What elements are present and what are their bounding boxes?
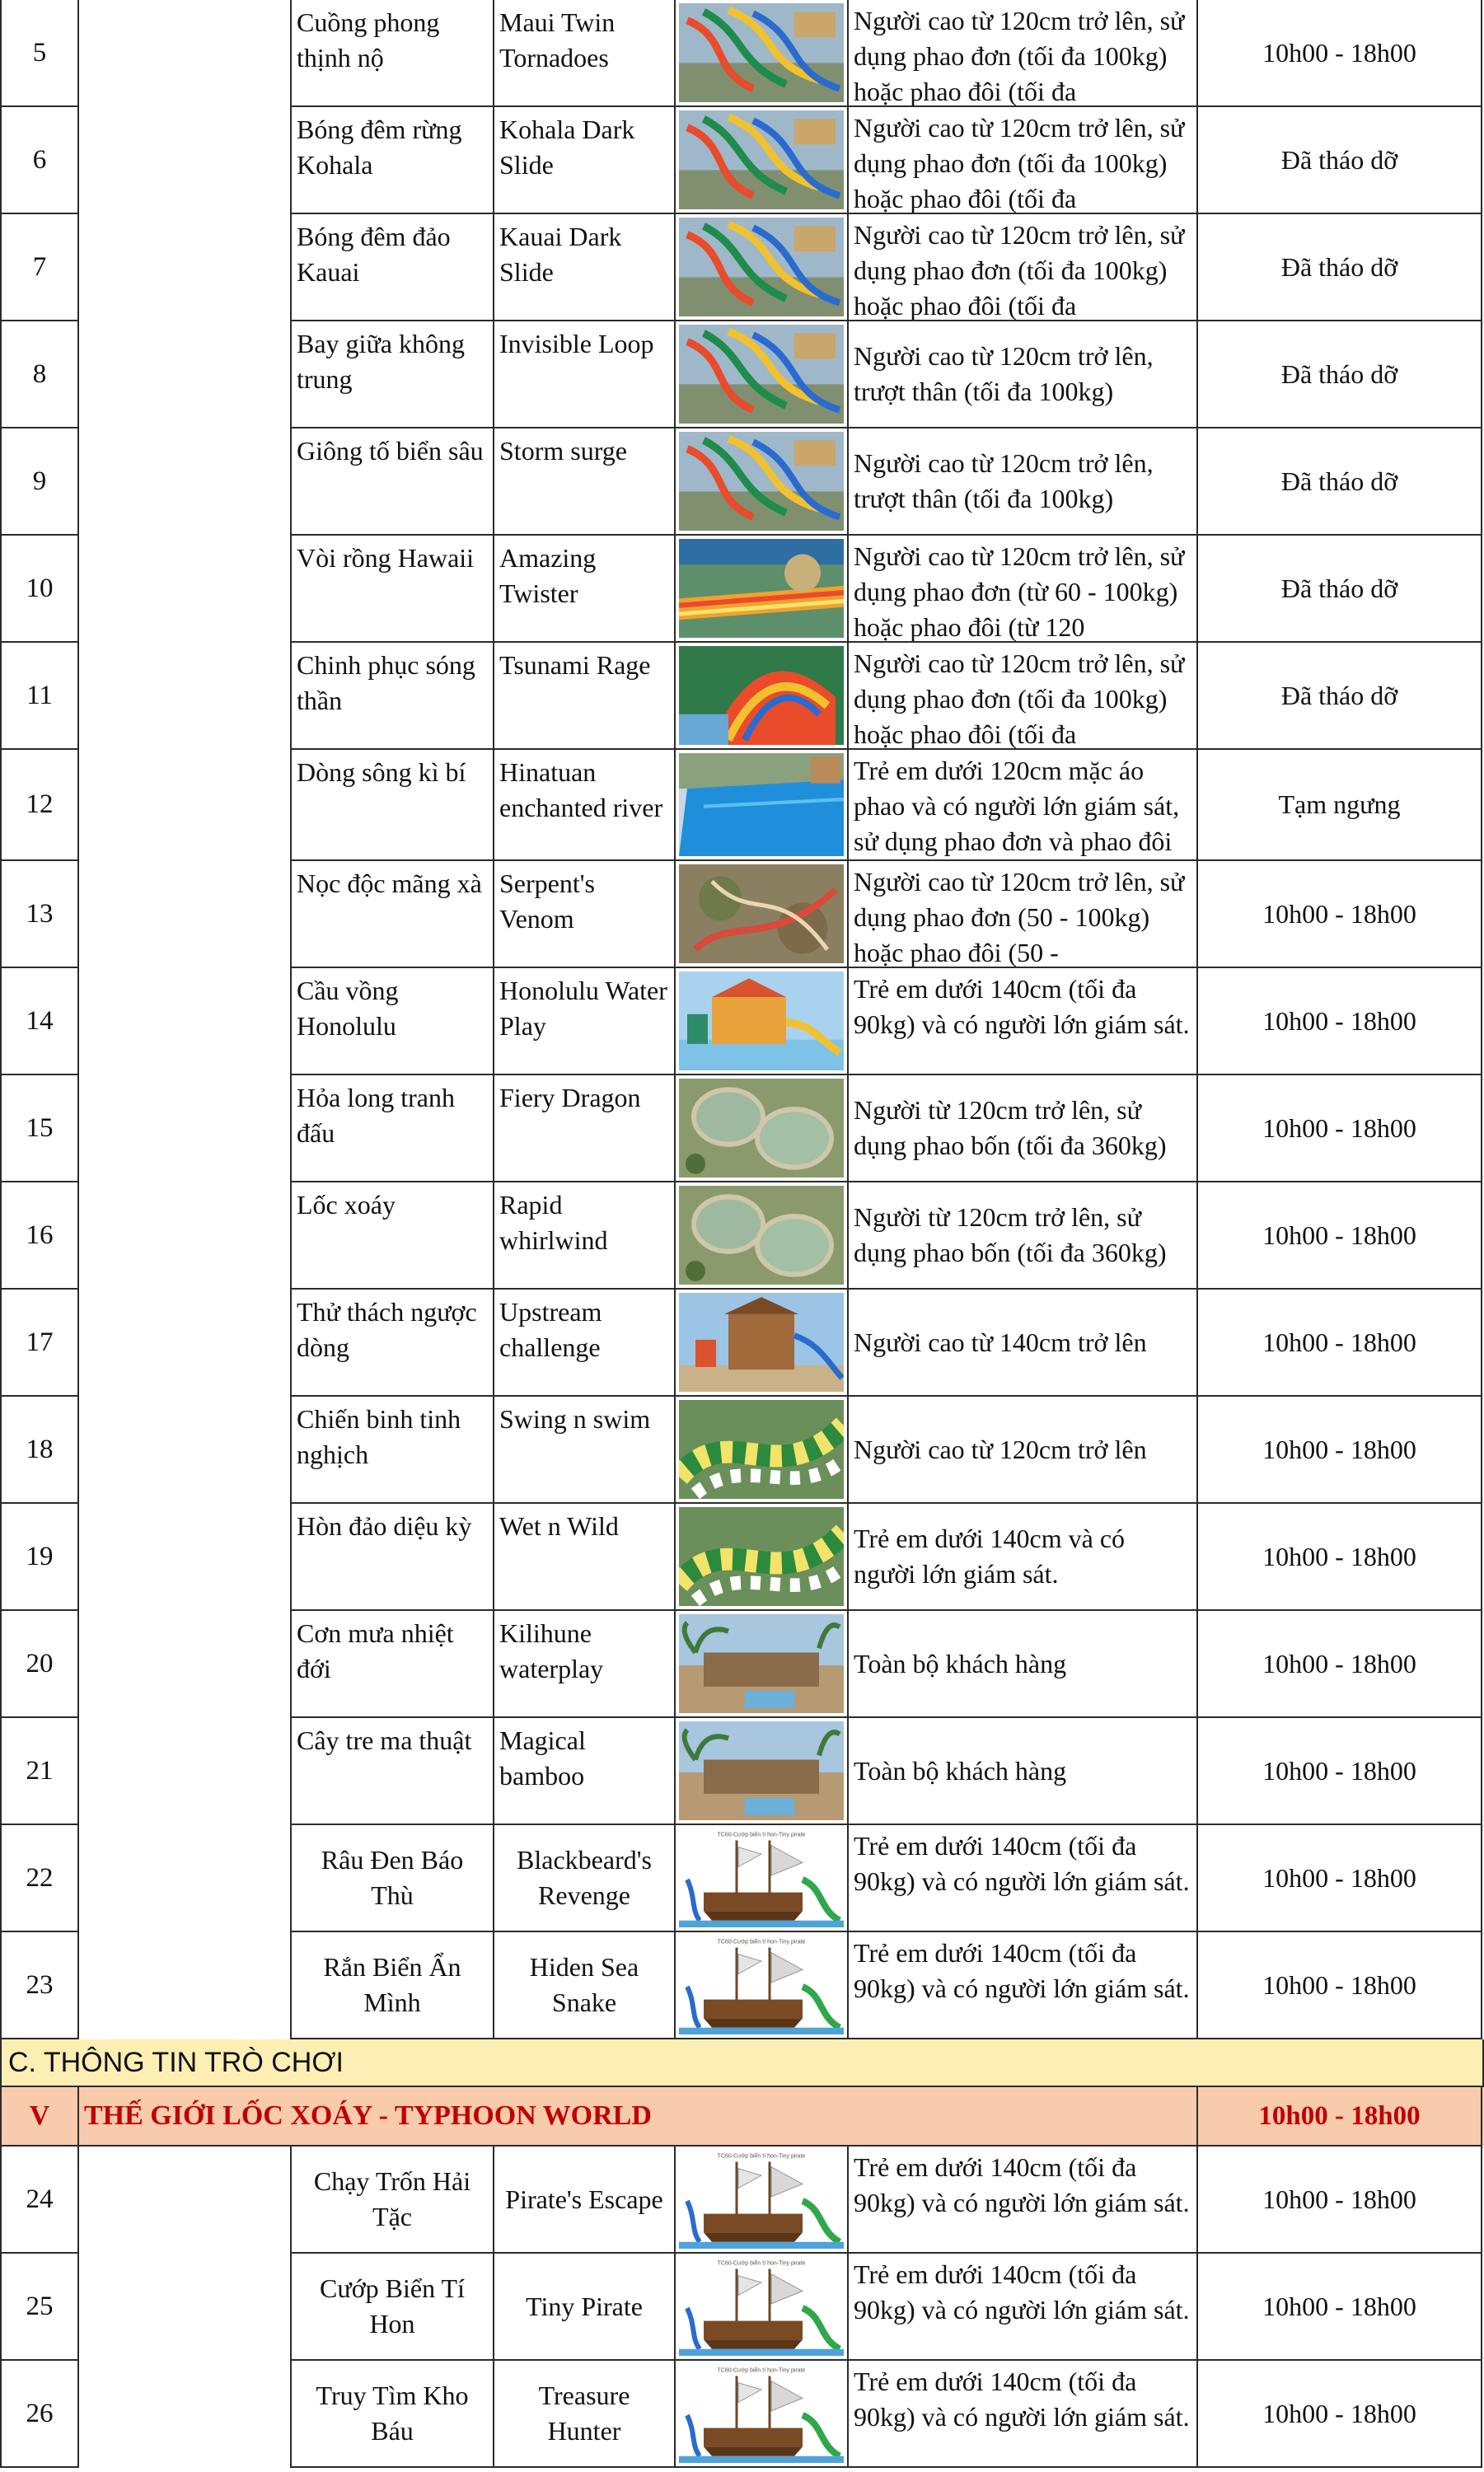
ride-photo-image	[679, 1721, 844, 1820]
ride-conditions: Trẻ em dưới 120cm mặc áo phao và có người lớn giám sát, sử dụng phao đơn và phao đôi	[847, 750, 1196, 861]
ride-conditions: Người cao từ 120cm trở lên, sử dụng phao đơn (tối đa 100kg) hoặc phao đôi (tối đa	[847, 643, 1196, 750]
ride-name-vietnamese: Rắn Biển Ẩn Mình	[290, 1932, 493, 2039]
spacer-cell	[77, 321, 290, 428]
ride-conditions: Trẻ em dưới 140cm (tối đa 90kg) và có người lớn giám sát.	[847, 1825, 1196, 1932]
row-number: 15	[0, 1075, 77, 1182]
ride-hours: 10h00 - 18h00	[1196, 2147, 1482, 2254]
spacer-cell	[77, 214, 290, 321]
section-v-title: THẾ GIỚI LỐC XOÁY - TYPHOON WORLD	[77, 2087, 1196, 2147]
ride-photo	[674, 1290, 847, 1397]
ride-name-vietnamese: Hỏa long tranh đấu	[290, 1075, 493, 1182]
ride-photo	[674, 968, 847, 1075]
ride-name-english: Fiery Dragon	[493, 1075, 674, 1182]
ride-name-vietnamese: Râu Đen Báo Thù	[290, 1825, 493, 1932]
ride-photo-image	[679, 2364, 844, 2463]
spacer-cell	[77, 643, 290, 750]
ride-hours: Đã tháo dỡ	[1196, 428, 1482, 536]
ride-hours: 10h00 - 18h00	[1196, 861, 1482, 968]
ride-conditions: Trẻ em dưới 140cm (tối đa 90kg) và có người lớn giám sát.	[847, 1932, 1196, 2039]
row-number: 7	[0, 214, 77, 321]
ride-hours: 10h00 - 18h00	[1196, 1182, 1482, 1290]
ride-photo	[674, 1932, 847, 2039]
ride-name-vietnamese: Thử thách ngược dòng	[290, 1290, 493, 1397]
spacer-cell	[77, 861, 290, 968]
row-number: 8	[0, 321, 77, 428]
ride-photo	[674, 1825, 847, 1932]
table-row	[0, 1611, 1484, 1718]
ride-photo-image	[679, 864, 844, 963]
spacer-cell	[77, 428, 290, 536]
ride-photo-image	[679, 1400, 844, 1499]
ride-hours: Đã tháo dỡ	[1196, 321, 1482, 428]
spacer-cell	[77, 1718, 290, 1825]
svg-text:TC60-Cướp biển tí hon-Tiny pir: TC60-Cướp biển tí hon-Tiny pirate	[717, 2367, 806, 2374]
table-row	[0, 321, 1484, 428]
ride-name-english: Rapid whirlwind	[493, 1182, 674, 1290]
ride-conditions: Người cao từ 120cm trở lên, sử dụng phao đơn (tối đa 100kg) hoặc phao đôi (tối đa	[847, 0, 1196, 107]
ride-name-english: Blackbeard's Revenge	[493, 1825, 674, 1932]
row-number: 17	[0, 1290, 77, 1397]
spacer-cell	[77, 1825, 290, 1932]
ride-name-vietnamese: Bóng đêm đảo Kauai	[290, 214, 493, 321]
ride-photo-image	[679, 1936, 844, 2034]
table-row	[0, 861, 1484, 968]
table-row	[0, 214, 1484, 321]
ride-name-english: Amazing Twister	[493, 536, 674, 643]
ride-hours: Đã tháo dỡ	[1196, 536, 1482, 643]
ride-conditions: Người cao từ 120cm trở lên, sử dụng phao đơn (từ 60 - 100kg) hoặc phao đôi (từ 120	[847, 536, 1196, 643]
ride-photo	[674, 1397, 847, 1504]
ride-hours: Đã tháo dỡ	[1196, 107, 1482, 214]
spacer-cell	[77, 107, 290, 214]
ride-name-english: Tiny Pirate	[493, 2254, 674, 2361]
ride-name-english: Kohala Dark Slide	[493, 107, 674, 214]
row-number: 22	[0, 1825, 77, 1932]
ride-conditions: Người cao từ 120cm trở lên, sử dụng phao đơn (tối đa 100kg) hoặc phao đôi (tối đa	[847, 107, 1196, 214]
row-number: 9	[0, 428, 77, 536]
ride-hours: 10h00 - 18h00	[1196, 2361, 1482, 2468]
spacer-cell	[77, 0, 290, 107]
ride-photo-image	[679, 432, 844, 531]
ride-name-vietnamese: Nọc độc mãng xà	[290, 861, 493, 968]
ride-photo	[674, 1718, 847, 1825]
row-number: 21	[0, 1718, 77, 1825]
row-number: 18	[0, 1397, 77, 1504]
table-row	[0, 750, 1484, 861]
ride-conditions: Trẻ em dưới 140cm và có người lớn giám sát.	[847, 1504, 1196, 1611]
ride-name-vietnamese: Lốc xoáy	[290, 1182, 493, 1290]
row-number: 10	[0, 536, 77, 643]
ride-hours: Đã tháo dỡ	[1196, 214, 1482, 321]
table-row	[0, 2361, 1484, 2468]
ride-photo	[674, 2147, 847, 2254]
row-number: 24	[0, 2147, 77, 2254]
ride-name-english: Hinatuan enchanted river	[493, 750, 674, 861]
ride-hours: 10h00 - 18h00	[1196, 1718, 1482, 1825]
ride-name-vietnamese: Hòn đảo diệu kỳ	[290, 1504, 493, 1611]
table-row	[0, 1397, 1484, 1504]
ride-photo-image	[679, 325, 844, 424]
ride-name-english: Pirate's Escape	[493, 2147, 674, 2254]
ride-photo-image	[679, 2150, 844, 2249]
spacer-cell	[77, 2147, 290, 2254]
spacer-cell	[77, 1182, 290, 1290]
ride-name-vietnamese: Cơn mưa nhiệt đới	[290, 1611, 493, 1718]
ride-hours: Tạm ngưng	[1196, 750, 1482, 861]
table-row	[0, 2147, 1484, 2254]
spacer-cell	[77, 750, 290, 861]
ride-name-english: Wet n Wild	[493, 1504, 674, 1611]
ride-hours: 10h00 - 18h00	[1196, 1611, 1482, 1718]
ride-photo	[674, 2254, 847, 2361]
section-c-header	[0, 2039, 1484, 2087]
table-row	[0, 1075, 1484, 1182]
ride-conditions: Toàn bộ khách hàng	[847, 1611, 1196, 1718]
spacer-cell	[77, 536, 290, 643]
ride-name-english: Serpent's Venom	[493, 861, 674, 968]
row-number: 6	[0, 107, 77, 214]
ride-name-english: Tsunami Rage	[493, 643, 674, 750]
ride-hours: 10h00 - 18h00	[1196, 1075, 1482, 1182]
ride-name-vietnamese: Truy Tìm Kho Báu	[290, 2361, 493, 2468]
ride-hours: Đã tháo dỡ	[1196, 643, 1482, 750]
ride-hours: 10h00 - 18h00	[1196, 2254, 1482, 2361]
ride-name-vietnamese: Vòi rồng Hawaii	[290, 536, 493, 643]
ride-conditions: Người cao từ 120cm trở lên, trượt thân (tối đa 100kg)	[847, 428, 1196, 536]
ride-photo-image	[679, 218, 844, 316]
table-row	[0, 1182, 1484, 1290]
svg-text:TC60-Cướp biển tí hon-Tiny pir: TC60-Cướp biển tí hon-Tiny pirate	[717, 1831, 806, 1838]
ride-photo	[674, 2361, 847, 2468]
ride-name-english: Magical bamboo	[493, 1718, 674, 1825]
ride-conditions: Toàn bộ khách hàng	[847, 1718, 1196, 1825]
spacer-cell	[77, 1504, 290, 1611]
spacer-cell	[77, 2254, 290, 2361]
table-row	[0, 643, 1484, 750]
row-number: 23	[0, 1932, 77, 2039]
ride-photo-image	[679, 1293, 844, 1392]
ride-hours: 10h00 - 18h00	[1196, 0, 1482, 107]
table-row	[0, 536, 1484, 643]
ride-name-vietnamese: Cầu vồng Honolulu	[290, 968, 493, 1075]
ride-photo	[674, 0, 847, 107]
ride-name-english: Kilihune waterplay	[493, 1611, 674, 1718]
table-row	[0, 107, 1484, 214]
ride-name-english: Upstream challenge	[493, 1290, 674, 1397]
ride-photo	[674, 861, 847, 968]
ride-photo-image	[679, 1614, 844, 1713]
section-v-hours: 10h00 - 18h00	[1196, 2087, 1482, 2147]
ride-photo	[674, 1075, 847, 1182]
ride-photo	[674, 107, 847, 214]
ride-photo-image	[679, 1079, 844, 1177]
section-v-header	[0, 2087, 1484, 2147]
ride-photo-image	[679, 3, 844, 102]
row-number: 25	[0, 2254, 77, 2361]
ride-photo	[674, 1182, 847, 1290]
spacer-cell	[77, 1290, 290, 1397]
row-number: 14	[0, 968, 77, 1075]
ride-photo-image	[679, 753, 844, 856]
ride-name-english: Hiden Sea Snake	[493, 1932, 674, 2039]
ride-conditions: Trẻ em dưới 140cm (tối đa 90kg) và có người lớn giám sát.	[847, 2147, 1196, 2254]
ride-name-vietnamese: Bay giữa không trung	[290, 321, 493, 428]
ride-photo	[674, 428, 847, 536]
row-number: 19	[0, 1504, 77, 1611]
table-row	[0, 1932, 1484, 2039]
ride-photo-image	[679, 646, 844, 745]
ride-photo-image	[679, 1828, 844, 1927]
row-number: 16	[0, 1182, 77, 1290]
ride-hours: 10h00 - 18h00	[1196, 1825, 1482, 1932]
ride-name-vietnamese: Cây tre ma thuật	[290, 1718, 493, 1825]
ride-name-vietnamese: Chiến binh tinh nghịch	[290, 1397, 493, 1504]
ride-hours: 10h00 - 18h00	[1196, 1290, 1482, 1397]
svg-text:TC60-Cướp biển tí hon-Tiny pir: TC60-Cướp biển tí hon-Tiny pirate	[717, 2259, 806, 2267]
spacer-cell	[77, 2361, 290, 2468]
ride-photo	[674, 643, 847, 750]
ride-conditions: Người cao từ 120cm trở lên, sử dụng phao đơn (tối đa 100kg) hoặc phao đôi (tối đa	[847, 214, 1196, 321]
table-row	[0, 968, 1484, 1075]
row-number: 12	[0, 750, 77, 861]
row-number: 20	[0, 1611, 77, 1718]
ride-conditions: Người cao từ 140cm trở lên	[847, 1290, 1196, 1397]
ride-name-english: Swing n swim	[493, 1397, 674, 1504]
ride-photo-image	[679, 539, 844, 638]
ride-photo-image	[679, 110, 844, 209]
section-v-number: V	[0, 2087, 77, 2147]
spacer-cell	[77, 1932, 290, 2039]
spacer-cell	[77, 1611, 290, 1718]
svg-text:TC60-Cướp biển tí hon-Tiny pir: TC60-Cướp biển tí hon-Tiny pirate	[717, 2152, 806, 2160]
ride-name-vietnamese: Chạy Trốn Hải Tặc	[290, 2147, 493, 2254]
ride-name-vietnamese: Cướp Biển Tí Hon	[290, 2254, 493, 2361]
ride-name-english: Invisible Loop	[493, 321, 674, 428]
ride-conditions: Người từ 120cm trở lên, sử dụng phao bốn (tối đa 360kg)	[847, 1182, 1196, 1290]
ride-name-vietnamese: Dòng sông kì bí	[290, 750, 493, 861]
ride-name-english: Maui Twin Tornadoes	[493, 0, 674, 107]
ride-conditions: Người cao từ 120cm trở lên, sử dụng phao đơn (50 - 100kg) hoặc phao đôi (50 -	[847, 861, 1196, 968]
ride-hours: 10h00 - 18h00	[1196, 1504, 1482, 1611]
spacer-cell	[77, 1075, 290, 1182]
ride-photo	[674, 536, 847, 643]
ride-name-vietnamese: Bóng đêm rừng Kohala	[290, 107, 493, 214]
ride-conditions: Trẻ em dưới 140cm (tối đa 90kg) và có người lớn giám sát.	[847, 2254, 1196, 2361]
table-row	[0, 428, 1484, 536]
row-number: 5	[0, 0, 77, 107]
ride-photo	[674, 321, 847, 428]
ride-photo-image	[679, 2257, 844, 2356]
ride-name-english: Kauai Dark Slide	[493, 214, 674, 321]
ride-photo	[674, 214, 847, 321]
ride-name-vietnamese: Giông tố biển sâu	[290, 428, 493, 536]
row-number: 13	[0, 861, 77, 968]
ride-conditions: Người cao từ 120cm trở lên	[847, 1397, 1196, 1504]
ride-name-english: Honolulu Water Play	[493, 968, 674, 1075]
ride-conditions: Người từ 120cm trở lên, sử dụng phao bốn (tối đa 360kg)	[847, 1075, 1196, 1182]
ride-photo	[674, 1504, 847, 1611]
spacer-cell	[77, 968, 290, 1075]
ride-photo	[674, 750, 847, 861]
table-row	[0, 0, 1484, 107]
ride-name-vietnamese: Chinh phục sóng thần	[290, 643, 493, 750]
table-row	[0, 1290, 1484, 1397]
ride-name-vietnamese: Cuồng phong thịnh nộ	[290, 0, 493, 107]
ride-conditions: Trẻ em dưới 140cm (tối đa 90kg) và có người lớn giám sát.	[847, 2361, 1196, 2468]
svg-text:TC60-Cướp biển tí hon-Tiny pir: TC60-Cướp biển tí hon-Tiny pirate	[717, 1938, 806, 1945]
ride-photo-image	[679, 971, 844, 1070]
section-c-title: C. THÔNG TIN TRÒ CHƠI	[0, 2039, 1484, 2087]
table-row	[0, 2254, 1484, 2361]
row-number: 11	[0, 643, 77, 750]
table-row	[0, 1504, 1484, 1611]
ride-conditions: Trẻ em dưới 140cm (tối đa 90kg) và có người lớn giám sát.	[847, 968, 1196, 1075]
ride-name-english: Treasure Hunter	[493, 2361, 674, 2468]
spacer-cell	[77, 1397, 290, 1504]
ride-photo-image	[679, 1186, 844, 1285]
table-row	[0, 1825, 1484, 1932]
ride-photo	[674, 1611, 847, 1718]
ride-hours: 10h00 - 18h00	[1196, 1932, 1482, 2039]
ride-hours: 10h00 - 18h00	[1196, 1397, 1482, 1504]
ride-name-english: Storm surge	[493, 428, 674, 536]
row-number: 26	[0, 2361, 77, 2468]
ride-conditions: Người cao từ 120cm trở lên, trượt thân (tối đa 100kg)	[847, 321, 1196, 428]
table-row	[0, 1718, 1484, 1825]
ride-hours: 10h00 - 18h00	[1196, 968, 1482, 1075]
ride-photo-image	[679, 1507, 844, 1606]
